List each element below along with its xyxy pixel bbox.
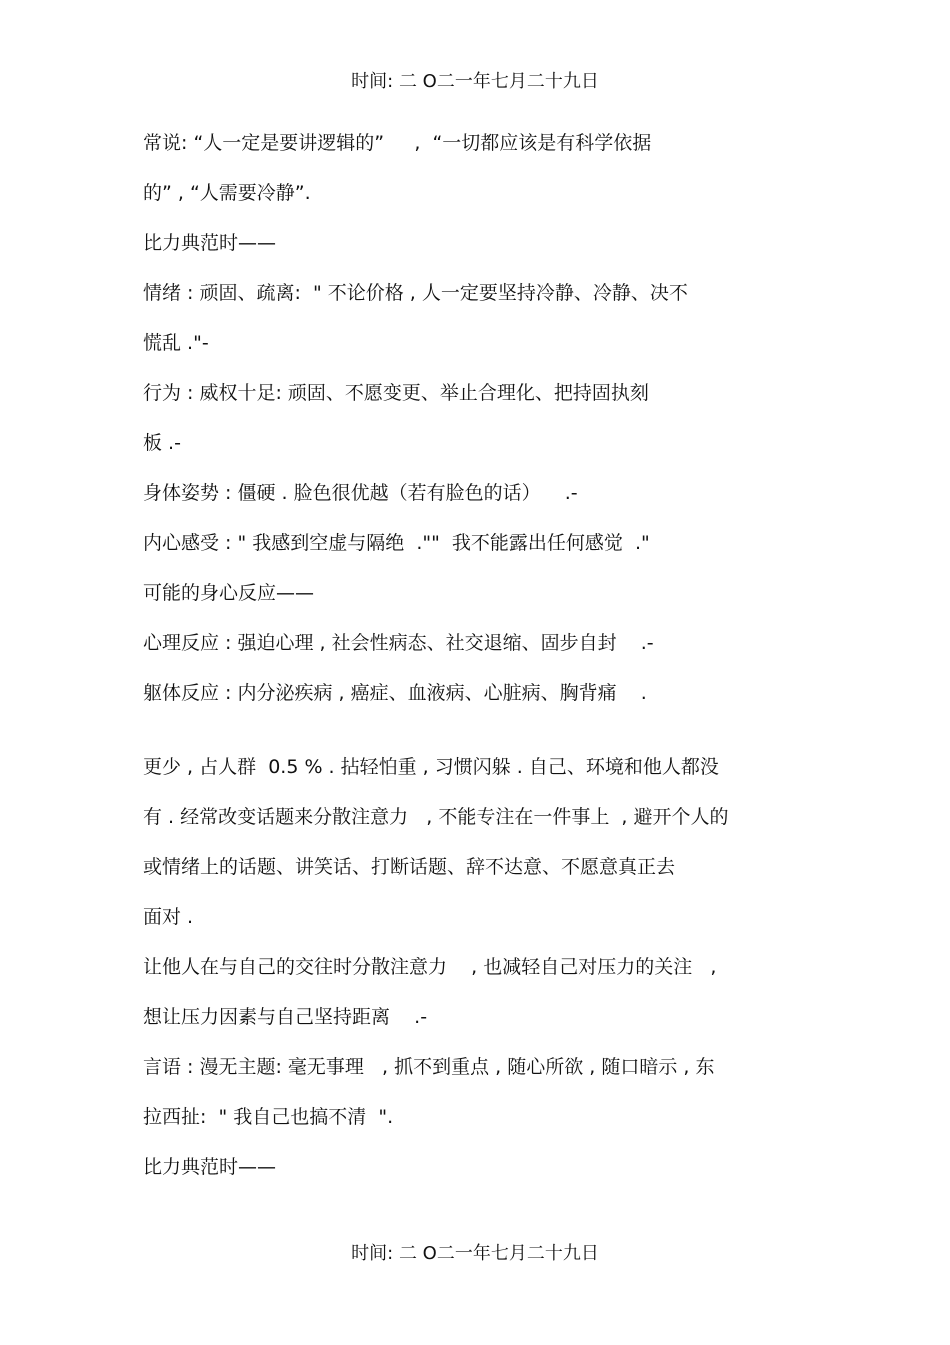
text-line: 慌乱 ."-: [143, 332, 209, 354]
text-line: 或情绪上的话题、讲笑话、打断话题、辞不达意、不愿意真正去: [143, 856, 676, 878]
text-line: 言语 : 漫无主题: 毫无事理 , 抓不到重点 , 随心所欲 , 随口暗示 , 东: [143, 1056, 715, 1078]
paragraph-gap: [143, 728, 823, 752]
text-line: 想让压力因素与自己坚持距离 .-: [143, 1006, 428, 1028]
text-line: 有 . 经常改变话题来分散注意力 , 不能专注在一件事上 , 避开个人的: [143, 806, 729, 828]
text-line: 行为 : 威权十足: 顽固、不愿变更、举止合理化、把持固执刻: [143, 382, 649, 404]
text-line: 面对 .: [143, 906, 194, 928]
text-line: 的” , “人需要冷静”.: [143, 182, 311, 204]
text-line: 心理反应 : 强迫心理 , 社会性病态、社交退缩、固步自封 .-: [143, 632, 654, 654]
page-footer-date: 时间: 二 O二一年七月二十九日: [351, 1243, 599, 1264]
text-line: 让他人在与自己的交往时分散注意力 , 也减轻自己对压力的关注 ,: [143, 956, 717, 978]
page-header-date: 时间: 二 O二一年七月二十九日: [351, 71, 599, 92]
text-line: 身体姿势 : 僵硬 . 脸色很优越（若有脸色的话） .-: [143, 482, 578, 504]
text-line: 比力典范时——: [143, 232, 277, 254]
text-line: 板 .-: [143, 432, 181, 454]
text-line: 拉西扯: " 我自己也搞不清 ".: [143, 1106, 394, 1128]
text-line: 躯体反应 : 内分泌疾病 , 癌症、血液病、心脏病、胸背痛 .: [143, 682, 647, 704]
text-line: 更少 , 占人群 0.5 % . 拈轻怕重 , 习惯闪躲 . 自己、环境和他人都没: [143, 756, 719, 778]
text-line: 比力典范时——: [143, 1156, 277, 1178]
text-line: 情绪 : 顽固、疏离: " 不论价格 , 人一定要坚持冷静、冷静、决不: [143, 282, 688, 304]
text-line: 常说: “人一定是要讲逻辑的” , “一切都应该是有科学依据: [143, 132, 652, 154]
text-line: 内心感受 : " 我感到空虚与隔绝 ."" 我不能露出任何感觉 .": [143, 532, 650, 554]
text-line: 可能的身心反应——: [143, 582, 315, 604]
body-text: [143, 128, 823, 1202]
